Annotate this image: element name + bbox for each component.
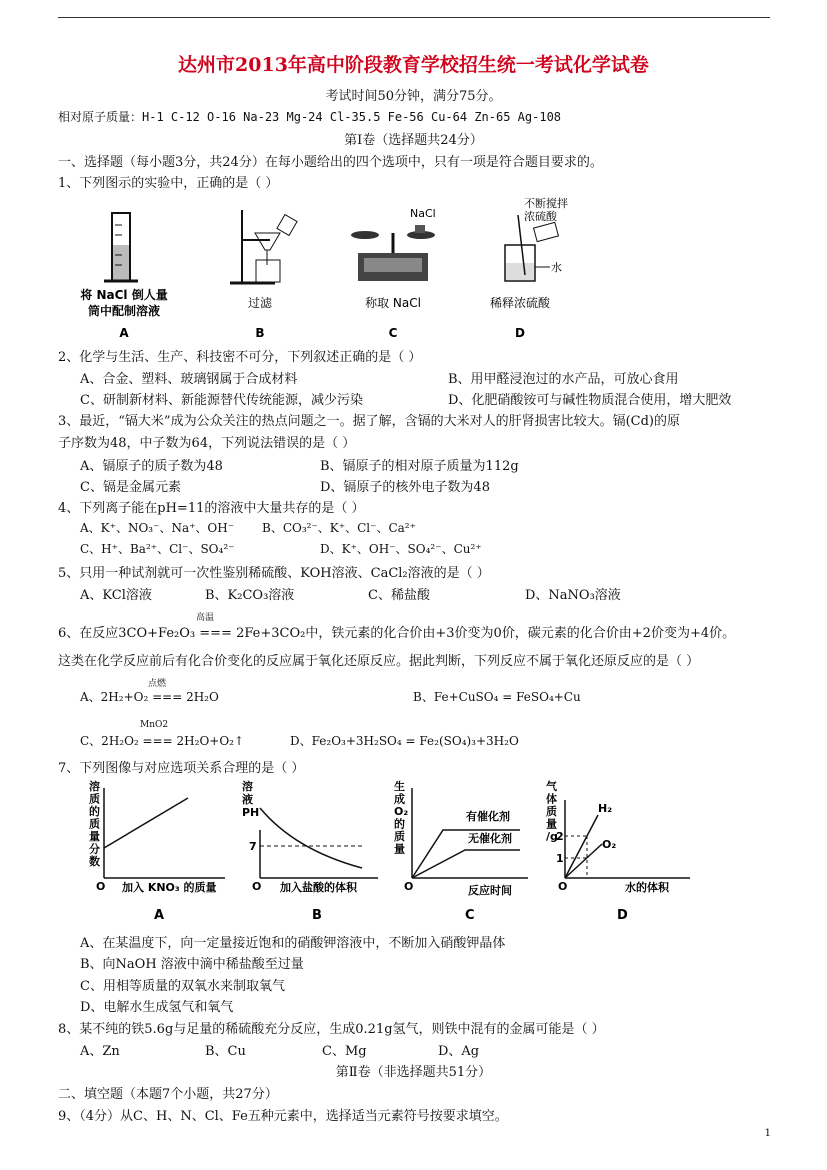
figure-c-letter: C (388, 326, 398, 340)
figure-d-caption: 稀释浓硫酸 (489, 296, 551, 310)
graph-a-ylabel (89, 779, 100, 868)
graph-b-ref-label: 7 (249, 840, 257, 853)
graph-d-origin: O (558, 880, 568, 893)
q6-stem-part2: 2Fe+3CO₂中，铁元素的化合价由+3价变为0价，碳元素的化合价由+2价变为+4价。 (236, 626, 736, 641)
q8-option-a: A、Zn (80, 1044, 120, 1059)
q2-option-a: A、合金、塑料、玻璃钢属于合成材料 (80, 372, 298, 387)
figure-b-caption: 过滤 (247, 296, 273, 310)
q6-equals: === (199, 626, 232, 641)
graph-d-tick1: 1 (556, 852, 564, 865)
section1-header: 一、选择题（每小题3分，共24分）在每小题给出的四个选项中，只有一项是符合题目要求的。 (58, 155, 603, 170)
q6-option-c: C、2H₂O₂ === 2H₂O+O₂↑ (80, 734, 245, 748)
q3-stem-line1: 3、最近，“镉大米”成为公众关注的热点问题之一。据了解，含镉的大米对人的肝肾损害比较大。镉(Cd)的原 (58, 414, 680, 429)
figure-c-reagent: NaCl (410, 207, 436, 220)
q7-graphs (80, 780, 700, 930)
q7-option-a: A、在某温度下，向一定量接近饱和的硝酸钾溶液中，不断加入硝酸钾晶体 (80, 936, 506, 951)
graph-ylabel-char: 质 (89, 792, 100, 806)
q8-option-b: B、Cu (205, 1044, 246, 1059)
q6-stem-part1: 6、在反应3CO+Fe₂O₃ (58, 626, 196, 641)
graph-ylabel-char: 数 (89, 855, 100, 868)
graph-ylabel-char: 成 (394, 792, 405, 806)
q5-option-d: D、NaNO₃溶液 (525, 588, 621, 603)
q8-stem: 8、某不纯的铁5.6g与足量的稀硫酸充分反应，生成0.21g氢气，则铁中混有的金属可能是（ ） (58, 1022, 605, 1037)
graph-a (89, 779, 225, 923)
graph-a-xlabel: 加入 KNO₃ 的质量 (122, 881, 217, 894)
figure-c-caption: 称取 NaCl (365, 296, 421, 310)
graph-ylabel-char: 气 (546, 780, 557, 793)
graph-ylabel-char: 分 (89, 842, 100, 856)
q3-option-b: B、镉原子的相对原子质量为112g (320, 459, 519, 474)
header-rule (58, 17, 770, 18)
graph-ylabel-char: 量 (394, 842, 405, 856)
q3-option-d: D、镉原子的核外电子数为48 (320, 480, 490, 495)
q9-stem: 9、（4分）从C、H、N、Cl、Fe五种元素中，选择适当元素符号按要求填空。 (58, 1109, 508, 1124)
figure-d-dilution (490, 196, 568, 340)
graph-c-label2: 无催化剂 (468, 832, 512, 845)
q3-option-a: A、镉原子的质子数为48 (80, 459, 223, 474)
q4-stem: 4、下列离子能在pH=11的溶液中大量共存的是（ ） (58, 501, 365, 516)
graph-ylabel-char: 质 (89, 817, 100, 831)
graph-c (394, 779, 528, 923)
figure-a-caption2: 筒中配制溶液 (87, 304, 161, 318)
figure-a-letter: A (119, 326, 129, 340)
q6-option-b: B、Fe+CuSO₄ = FeSO₄+Cu (413, 690, 581, 704)
graph-c-letter: C (465, 908, 475, 923)
q7-option-d: D、电解水生成氢气和氧气 (80, 1000, 234, 1015)
graph-c-xlabel: 反应时间 (468, 884, 512, 897)
atomic-masses: 相对原子质量：H-1 C-12 O-16 Na-23 Mg-24 Cl-35.5 Fe-56 Cu-64 Zn-65 Ag-108 (58, 110, 562, 124)
graph-ylabel-char: 体 (546, 792, 557, 806)
figure-a-cylinder (80, 213, 167, 340)
q6-option-d: D、Fe₂O₃+3H₂SO₄ = Fe₂(SO₄)₃+3H₂O (290, 734, 519, 748)
figure-d-note3: 水 (551, 261, 562, 274)
q8-option-d: D、Ag (438, 1044, 480, 1059)
graph-ylabel-char: 溶 (242, 780, 253, 793)
q7-stem: 7、下列图像与对应选项关系合理的是（ ） (58, 761, 305, 776)
graph-a-letter: A (154, 908, 165, 923)
q6-stem-line1 (58, 622, 735, 641)
graph-ylabel-char: /g (546, 830, 558, 843)
figure-d-note2: 浓硫酸 (524, 210, 557, 223)
figure-a-caption1: 将 NaCl 倒人量 (80, 288, 168, 302)
q5-stem: 5、只用一种试剂就可一次性鉴别稀硫酸、KOH溶液、CaCl₂溶液的是（ ） (58, 566, 490, 581)
graph-b-xlabel: 加入盐酸的体积 (280, 881, 357, 894)
figure-b-filtration (230, 210, 297, 340)
q3-stem-line2: 子序数为48，中子数为64，下列说法错误的是（ ） (58, 436, 356, 451)
part1-title: 第Ⅰ卷（选择题共24分） (344, 133, 483, 148)
graph-ylabel-char: 生 (394, 780, 405, 793)
q2-option-c: C、研制新材料、新能源替代传统能源，减少污染 (80, 393, 363, 408)
graph-d-xlabel: 水的体积 (625, 881, 669, 894)
graph-ylabel-char: O₂ (394, 805, 409, 818)
figure-d-letter: D (515, 326, 525, 340)
graph-a-origin: O (96, 880, 106, 893)
part2-title: 第Ⅱ卷（非选择题共51分） (335, 1065, 492, 1080)
graph-ylabel-char: 量 (89, 830, 100, 843)
graph-b-letter: B (312, 908, 322, 923)
q6-condition: 高温 (196, 613, 215, 623)
q6-option-c-condition: MnO2 (140, 720, 169, 730)
graph-ylabel-char: 的 (394, 817, 405, 831)
q4-option-b: B、CO₃²⁻、K⁺、Cl⁻、Ca²⁺ (262, 521, 416, 535)
graph-ylabel-char: 溶 (89, 780, 100, 793)
graph-d-label-h2: H₂ (598, 802, 613, 815)
graph-d (546, 779, 690, 923)
graph-ylabel-char: 质 (546, 805, 557, 818)
q6-stem-line2: 这类在化学反应前后有化合价变化的反应属于氧化还原反应。据此判断，下列反应不属于氧化还原反应的是（ ） (58, 654, 700, 669)
graph-ylabel-char: 的 (89, 805, 100, 818)
graph-d-label-o2: O₂ (602, 838, 617, 851)
figure-d-note1: 不断搅拌 (524, 197, 568, 210)
q2-option-d: D、化肥硝酸铵可与碱性物质混合使用，增大肥效 (448, 393, 732, 408)
graph-d-line-o2 (565, 844, 602, 878)
graph-d-letter: D (617, 908, 628, 923)
graph-ylabel-char: 质 (394, 830, 405, 843)
page-number: 1 (764, 1128, 771, 1139)
q4-option-a: A、K⁺、NO₃⁻、Na⁺、OH⁻ (80, 521, 235, 535)
q8-option-c: C、Mg (322, 1044, 367, 1059)
graph-b-curve (260, 808, 362, 868)
figure-b-letter: B (255, 326, 265, 340)
graph-b (242, 779, 378, 923)
q1-stem: 1、下列图示的实验中，正确的是（ ） (58, 176, 279, 191)
figure-c-balance (351, 207, 436, 340)
q7-option-b: B、向NaOH 溶液中滴中稀盐酸至过量 (80, 957, 304, 972)
section2-header: 二、填空题（本题7个小题，共27分） (58, 1087, 278, 1102)
q6-option-a-condition: 点燃 (148, 679, 167, 689)
q4-option-d: D、K⁺、OH⁻、SO₄²⁻、Cu²⁺ (320, 542, 482, 556)
exam-info: 考试时间50分钟，满分75分。 (325, 89, 502, 104)
q4-option-c: C、H⁺、Ba²⁺、Cl⁻、SO₄²⁻ (80, 542, 235, 556)
q7-option-c: C、用相等质量的双氧水来制取氧气 (80, 979, 285, 994)
graph-ylabel-char: 量 (546, 817, 557, 831)
q5-option-b: B、K₂CO₃溶液 (205, 588, 295, 603)
graph-d-tick2: 2 (556, 830, 564, 843)
q3-option-c: C、镉是金属元素 (80, 480, 181, 495)
q1-figures (80, 195, 568, 345)
graph-ylabel-char: PH (242, 806, 260, 819)
graph-c-label1: 有催化剂 (466, 810, 510, 823)
exam-title: 达州市2013年高中阶段教育学校招生统一考试化学试卷 (178, 54, 649, 76)
q5-option-c: C、稀盐酸 (368, 588, 430, 603)
graph-b-origin: O (252, 880, 262, 893)
graph-a-line (104, 798, 188, 848)
q2-option-b: B、用甲醛浸泡过的水产品，可放心食用 (448, 372, 679, 387)
q5-option-a: A、KCl溶液 (80, 588, 152, 603)
graph-ylabel-char: 液 (242, 793, 253, 806)
graph-c-origin: O (404, 880, 414, 893)
q6-option-a: A、2H₂+O₂ === 2H₂O (80, 690, 219, 704)
graph-d-line-h2 (565, 815, 598, 878)
q2-stem: 2、化学与生活、生产、科技密不可分，下列叙述正确的是（ ） (58, 350, 422, 365)
